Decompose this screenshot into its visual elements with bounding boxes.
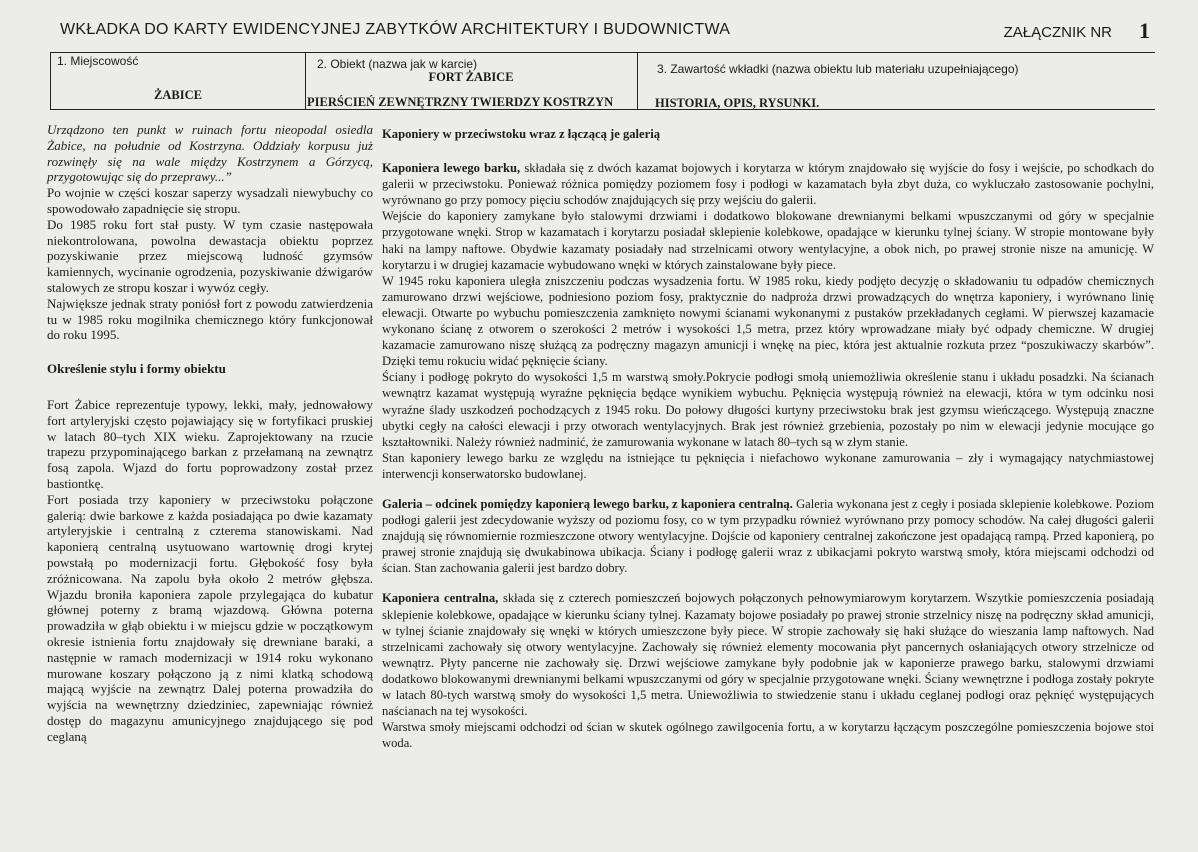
paragraph: Wejście do kaponiery zamykane było stalowymi drzwiami i dodatkowo blokowane drewnianymi belkami wpuszczanymi od góry w specjalnie przygotowane wnęki. Strop w kazamatach i korytarzu posiadał sklepienie kolebkowe, opadające w kierunku tylnej ściany. W stropie montowane były haki na lampy naftowe. Obydwie kazamaty posiadały nad strzelnicami otwory wentylacyjne, a obok nich, po prawej stronie nisze na amunicję. W korytarzu i w drugiej kazamacie wybudowano wnęki w których zainstalowane były piece. bbox=[382, 209, 1154, 272]
paragraph: Po wojnie w części koszar saperzy wysadzali niewybuchy co spowodowało zapadnięcie się stropu. bbox=[47, 185, 373, 216]
paragraph: Fort Żabice reprezentuje typowy, lekki, mały, jednowałowy fort artyleryjski często pojawiający się w fortyfikaci pruskiej w latach 80–tych XIX wieku. Zaprojektowany na rzucie trapezu przypominającego barkan z przełamaną na zewnątrz fosą zapola. Wjazd do fortu poprowadzony został przez bastiontkę. bbox=[47, 396, 373, 491]
paragraph: Warstwa smoły miejscami odchodzi od ścian w skutek ogólnego zawilgocenia fortu, a w korytarzu łączącym poszczególne pomieszczenia bojowe stoi woda. bbox=[382, 720, 1154, 751]
object-subname: PIERŚCIEŃ ZEWNĘTRZNY TWIERDZY KOSTRZYN bbox=[307, 95, 614, 109]
left-column bbox=[47, 122, 373, 744]
paragraph: Do 1985 roku fort stał pusty. W tym czasie następowała niekontrolowana, powolna dewastacja obiektu poprzez pozyskiwanie przez miejscową ludność gzymsów kamiennych, wycinanie ogrodzenia, pozyskiwanie dźwigarów stalowych ze stropu koszar i wywóz cegły. bbox=[47, 216, 373, 295]
document-title: WKŁADKA DO KARTY EWIDENCYJNEJ ZABYTKÓW ARCHITEKTURY I BUDOWNICTWA bbox=[60, 21, 731, 38]
object-name: FORT ŻABICE bbox=[428, 70, 514, 84]
object-label: 2. Obiekt (nazwa jak w karcie) bbox=[317, 57, 478, 71]
content-field bbox=[637, 52, 1155, 110]
locality-value: ŻABICE bbox=[154, 88, 202, 102]
subheading: Galeria – odcinek pomiędzy kaponierą lewego barku, z kaponiera centralną. bbox=[382, 496, 793, 511]
content-label: 3. Zawartość wkładki (nazwa obiektu lub materiału uzupełniającego) bbox=[657, 62, 1019, 76]
content-value: HISTORIA, OPIS, RYSUNKI. bbox=[655, 96, 820, 110]
subheading: Kaponiera lewego barku, bbox=[382, 161, 521, 176]
paragraph: Stan kaponiery lewego barku ze względu na istniejące tu pęknięcia i niefachowo wykonane zamurowania – zły i wymagający natychmiastowej interwencji konserwatorsko budowlanej. bbox=[382, 450, 1154, 481]
paragraph: Fort posiada trzy kaponiery w przeciwstoku połączone galerią: dwie barkowe z każda posiadająca po dwie kazamaty artyleryjskie i centralną z czterema stanowiskami. Nad kaponierą centralną usytuowano wartownię drogi krytej powstałą po modernizacji fortu. Głębokość fosy była zróżnicowana. Na zapolu była około 2 metrów głębsza. Wjazdu broniła kaponiera zapole przylegająca do kubatur głównej poterny z bramą wjazdową. Główna poterna prowadziła w głąb obiektu i w miejscu gdzie w początkowym okresie istnienia fortu znajdowały się drewniane baraki, a następnie w ramach modernizacji w 1914 roku wykonano murowane koszary połączono ją z nimi klatką schodową mającą wyjście na zewnątrz Dalej poterna prowadziła do wyjścia na wewnętrzny dziedziniec, zapewniając również dostęp do magazynu amunicyjnego znajdującego się pod ceglaną bbox=[47, 491, 373, 744]
paragraph: W 1945 roku kaponiera uległa zniszczeniu podczas wysadzenia fortu. W 1985 roku, kiedy podjęto decyzję o składowaniu tu odpadów chemicznych zamurowano drzwi wejściowe, podniesiono poziom fosy, praktycznie do nadproża drzwi prowadzących do wnętrza kaponiery, i wyrównano linię elewacji. Otwarte po wybuchu pomieszczenia zamknięto nowymi ścianami wykonanymi z pustaków przekładanych cegłami. W pierwszej kazamacie wykonano ścianę z otworem o szerokości 2 metrów i wysokości 1,5 metra, przez który wprowadzane miały być odpady chemiczne. W drugiej kazamacie zamurowano niszę służącą za podręczny magazyn amunicji i wnękę na piec, która jest aktualnie rozkuta przez “poszukiwaczy skarbów”. Dzięki temu rokuciu widać pęknięcie ściany. bbox=[382, 273, 1154, 369]
paragraph: Największe jednak straty poniósł fort z powodu zatwierdzenia tu w 1985 roku mogilnika chemicznego który funkcjonował do roku 1995. bbox=[47, 295, 373, 343]
right-column bbox=[382, 126, 1154, 751]
paragraph-central: Kaponiera centralna, składa się z czterech pomieszczeń bojowych połączonych pełnowymiarowym korytarzem. Wszytkie pomieszczenia posiadają sklepienie kolebkowe, opadające w kierunku ściany tylnej. Kazamaty bojowe posiadały po prawej stronie strzelnicy niszę na podręczny skład amunicji, w tylnej ścianie znajdowały się wnęki w których umieszczone były piece. W stropie zachowały się haki służące do wieszania lamp naftowych. Nad strzelnicami zachowały się otwory wentylacyjne. Zachowały się również elementy mocowania płyt pancernych osłaniających otwory strzelnicze od wewnątrz. Płyty pancerne nie zachowały się. Drzwi wejściowe zamykane były podobnie jak w kaponierze prawego barku, stalowymi drzwiami dodatkowo blokowanymi drewnianymi belkami wpuszczanymi od góry w specjalnie przygotowane wnęki. Ściany wewnętrzne i podłoga zostały pokryte w latach 80-tych warstwą smoły do wysokości 1,5 metra. Uniewożliwia to stwiedzenie stanu i układu ceglanej podłogi oraz pęknięć występujących naścianach na tej wysokości. bbox=[382, 591, 1154, 719]
section-heading: Kaponiery w przeciwstoku wraz z łączącą je galerią bbox=[382, 127, 661, 141]
paragraph-gallery: Galeria – odcinek pomiędzy kaponierą lewego barku, z kaponiera centralną. Galeria wykonana jest z cegły i posiada sklepienie kolebkowe. Poziom podłogi galerii jest zdecydowanie wyższy od poziomu fosy, co w tym przypadku również wyrównano przy pomocy schodów. Na całej długości galerii znajdują się równomiernie rozmieszczone otwory wentylacyjne. Dojście od kaponiery centralnej zakończone jest opadającą rampą. Przed kaponierą, po prawej stronie znajdują się dwukabinowa ubikacja. Ściany i podłogę galerii wraz z ubikacjami pokryto warstwą smoły, która miejscami odchodzi od ścian. Stan zachowania galerii jest bardzo dobry. bbox=[382, 496, 1154, 576]
annex-label: ZAŁĄCZNIK NR bbox=[1003, 24, 1112, 41]
intro-quote: Urządzono ten punkt w ruinach fortu nieopodal osiedla Żabice, na południe od Kostrzyna. Oddziały korpusu już rozwinęły się na wale między Kostrzynem a Górzycą, przygotowując się do przeprawy...” bbox=[47, 122, 373, 185]
paragraph: Ściany i podłogę pokryto do wysokości 1,5 m warstwą smoły.Pokrycie podłogi smołą uniemożliwia określenie stanu i układu posadzki. Na ścianach wewnątrz kazamat występują wyraźne pęknięcia będące wynikiem wybuchu. Pęknięcia występują również na elewacji, która w tym odcinku nosi wyraźne ślady uszkodzeń pochodzących z 1945 roku. Do połowy długości kurtyny przeciwstoku brak jest gzymsu wieńczącego. Występują znaczne ubytki cegły na całości elewacji i przy otworach wentylacyjnych. Brak jest również grzebienia, pozostały po nim w elewacji jedynie mocujące go kształtowniki. Należy również nadminić, że zamurowania wykonane w latach 80–tych są w złym stanie. bbox=[382, 370, 1154, 449]
locality-field bbox=[50, 52, 306, 110]
object-field bbox=[305, 52, 638, 110]
section-title: Określenie stylu i formy obiektu bbox=[47, 361, 226, 377]
locality-label: 1. Miejscowość bbox=[57, 54, 139, 68]
subheading: Kaponiera centralna, bbox=[382, 591, 499, 606]
paragraph-left-bark: Kaponiera lewego barku, składała się z dwóch kazamat bojowych i korytarza w którym znajdowało się wyjście do fosy i wejście, po schodkach do galerii w przeciwstoku. Ponieważ różnica pomiędzy poziomem fosy i podłogi w kazamatach była zbyt duża, co wykluczało zastosowanie pochylni, wyrównano go przy pomocy pięciu schodów znajdujących się przy wejściu do galerii. bbox=[382, 161, 1154, 208]
annex-number: 1 bbox=[1139, 18, 1150, 43]
